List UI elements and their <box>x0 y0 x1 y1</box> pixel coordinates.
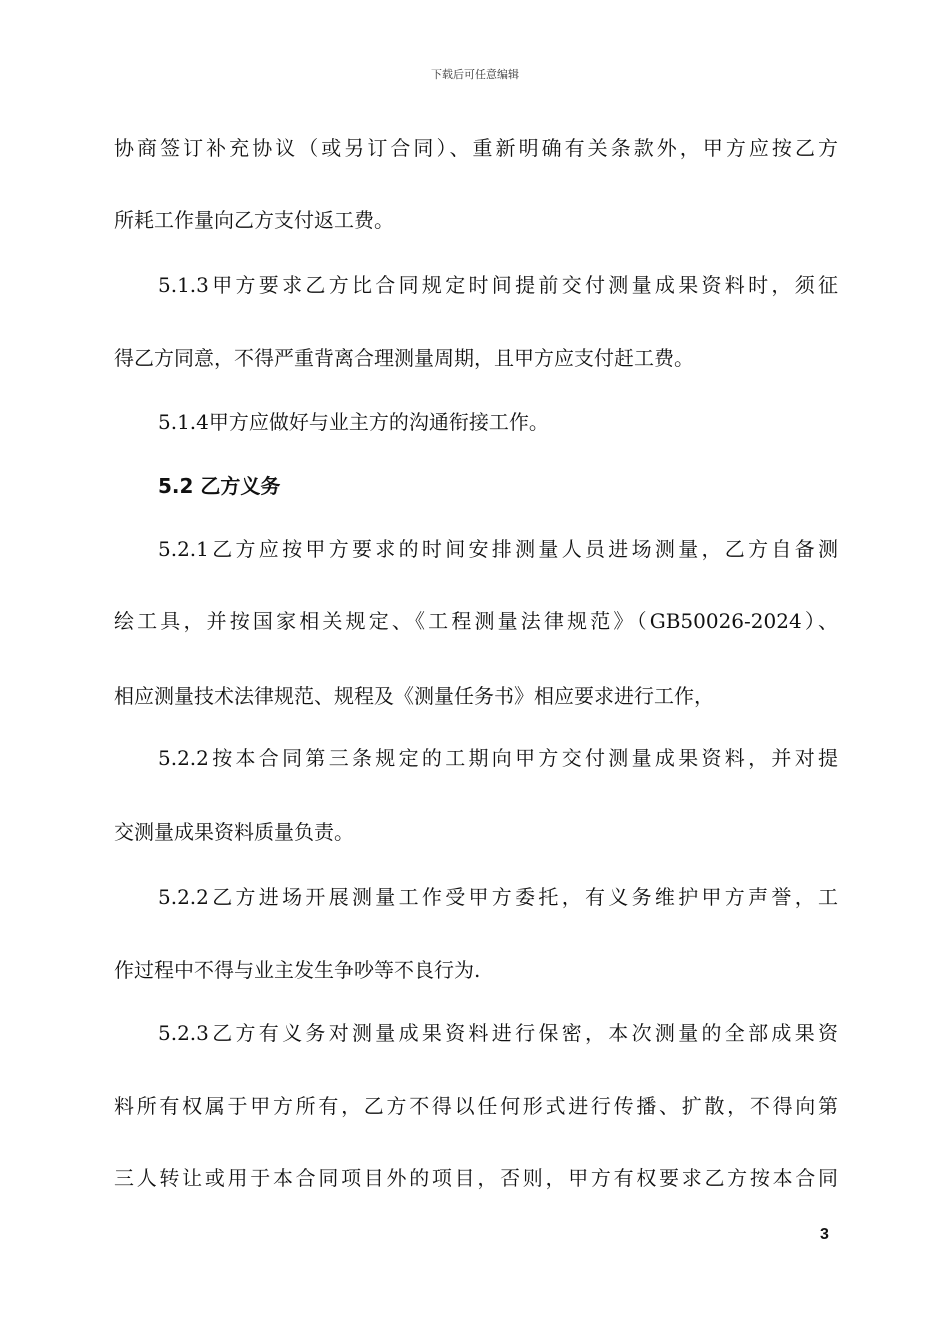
body-line: 料所有权属于甲方所有，乙方不得以任何形式进行传播、扩散，不得向第 <box>114 1094 838 1118</box>
body-line: 作过程中不得与业主发生争吵等不良行为. <box>114 958 481 982</box>
body-line: 三人转让或用于本合同项目外的项目，否则，甲方有权要求乙方按本合同 <box>114 1166 838 1190</box>
body-line: 5.2.1乙方应按甲方要求的时间安排测量人员进场测量，乙方自备测 <box>158 537 838 561</box>
body-line: 绘工具，并按国家相关规定、《工程测量法律规范》（GB50026-2024）、 <box>114 609 838 633</box>
body-line: 5.2.2乙方进场开展测量工作受甲方委托，有义务维护甲方声誉，工 <box>158 885 838 909</box>
body-line: 5.2.2按本合同第三条规定的工期向甲方交付测量成果资料，并对提 <box>158 746 838 770</box>
body-line: 5.2.3乙方有义务对测量成果资料进行保密，本次测量的全部成果资 <box>158 1021 838 1045</box>
body-line: 得乙方同意，不得严重背离合理测量周期，且甲方应支付赶工费。 <box>114 346 694 370</box>
body-line: 交测量成果资料质量负责。 <box>114 820 354 844</box>
page-header: 下载后可任意编辑 <box>431 68 519 81</box>
body-line: 所耗工作量向乙方支付返工费。 <box>114 208 394 232</box>
body-line: 5.1.4甲方应做好与业主方的沟通衔接工作。 <box>158 410 549 434</box>
body-line: 协商签订补充协议（或另订合同）、重新明确有关条款外，甲方应按乙方 <box>114 136 838 160</box>
body-line: 5.1.3甲方要求乙方比合同规定时间提前交付测量成果资料时，须征 <box>158 273 838 297</box>
section-heading: 5.2 乙方义务 <box>158 474 281 498</box>
body-line: 相应测量技术法律规范、规程及《测量任务书》相应要求进行工作， <box>114 684 714 708</box>
page-number: 3 <box>820 1226 829 1243</box>
